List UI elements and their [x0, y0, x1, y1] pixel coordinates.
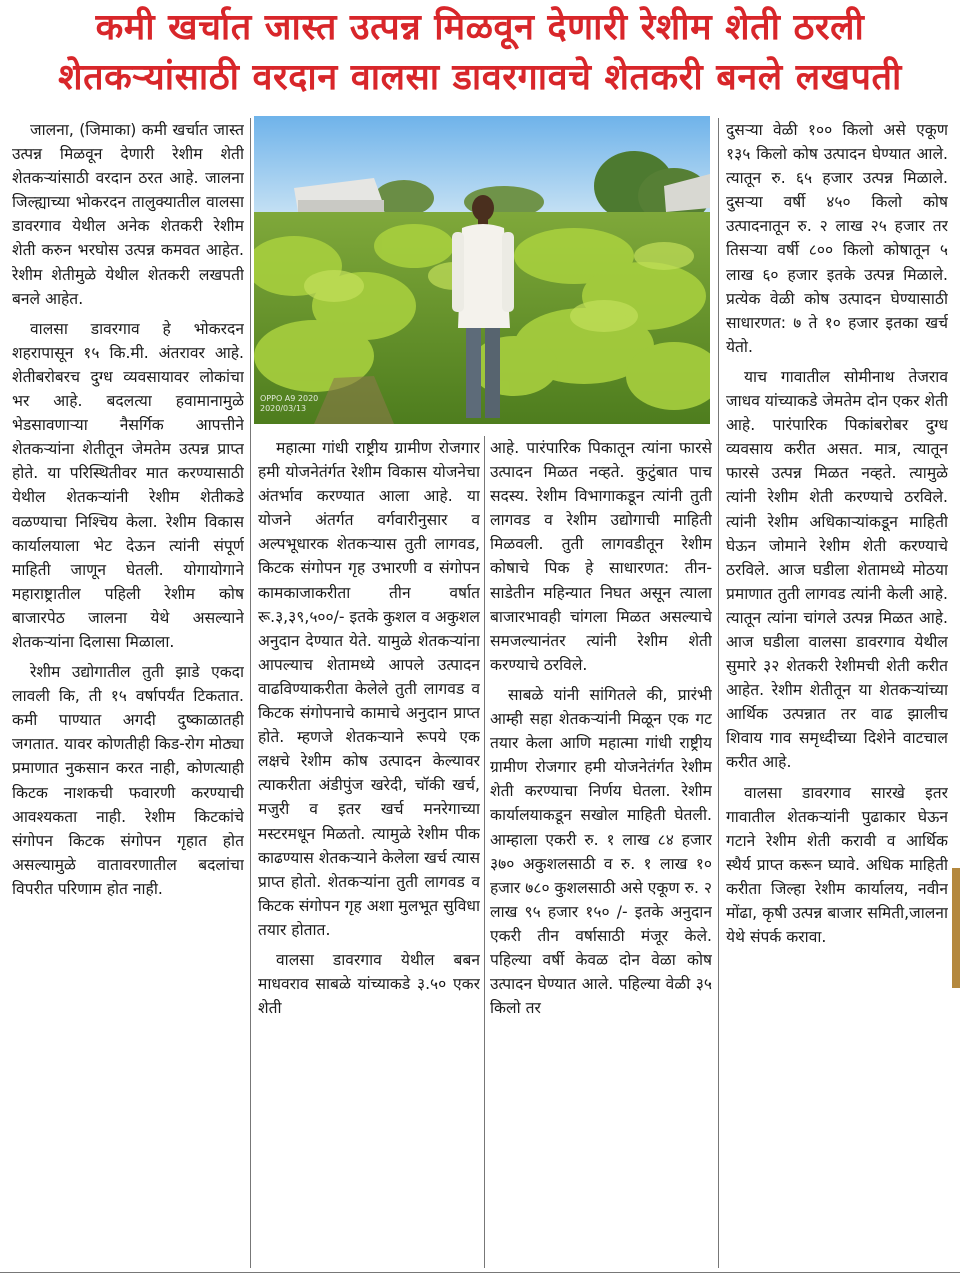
paragraph: दुसऱ्या वेळी १०० किलो असे एकूण १३५ किलो कोष उत्पादन घेण्यात आले. त्यातून रु. ६५ हजार उत्पन्न मिळाले. दुसऱ्या वर्षी ४५० किलो कोष उत्पादनातून रु. २ लाख २५ हजार तर तिसऱ्या वर्षी ८०० किलो कोषातून ५ लाख ६० हजार इतके उत्पन्न मिळाले. प्रत्येक वेळी कोष उत्पादन घेण्यासाठी साधारणत: ७ ते १० हजार इतका खर्च येतो.	[726, 121, 948, 356]
paragraph: साबळे यांनी सांगितले की, प्रारंभी आम्ही सहा शेतकऱ्यांनी मिळून एक गट तयार केला आणि महात्मा गांधी राष्ट्रीय ग्रामीण रोजगार हमी योजनेतंर्गत रेशीम शेती करण्याचा निर्णय घेतला. रेशीम कार्यालयाकडून सखोल माहिती घेतली. आम्हाला एकरी रु. १ लाख ८४ हजार ३७० अकुशलसाठी व रु. १ लाख १० हजार ७८० कुशलसाठी असे एकूण रु. २ लाख ९५ हजार १५० /- इतके अनुदान एकरी तीन वर्षासाठी मंजूर केले. पहिल्या वर्षी केवळ दोन वेळा कोष उत्पादन घेण्यात आले. पहिल्या वेळी ३५ किलो तर	[490, 685, 712, 1018]
farmer-mulberry-field-photo	[254, 116, 710, 424]
paragraph: आहे. पारंपारिक पिकातून त्यांना फारसे उत्पादन मिळत नव्हते. कुटुंबात पाच सदस्य. रेशीम विभागाकडून त्यांनी तुती लागवड व रेशीम उद्योगाची माहिती मिळवली. तुती लागवडीतून रेशीम कोषाचे पिक हे साधारणत: तीन-साडेतीन महिन्यात निघत असून त्याला बाजारभावही चांगला मिळत असल्याचे समजल्यानंतर त्यांनी रेशीम शेती करण्याचे ठरविले.	[490, 439, 712, 674]
bottom-rule	[0, 1272, 960, 1273]
article-headline	[0, 4, 960, 104]
article-column-2	[258, 436, 480, 1266]
camera-watermark	[260, 394, 318, 414]
column-rule-1	[250, 118, 251, 1268]
paragraph: रेशीम उद्योगातील तुती झाडे एकदा लावली कि, ती १५ वर्षापर्यंत टिकतात. कमी पाण्यात अगदी दुष्काळातही जगतात. यावर कोणतीही किड-रोग मोठ्या प्रमाणात नुकसान करत नाही, कोणत्याही किटक नाशकची फवारणी करण्याची आवश्यकता नाही. रेशीम किटकांचे संगोपन किटक संगोपन गृहात होत असल्यामुळे वातावरणातील बदलांचा विपरीत परिणाम होत नाही.	[12, 663, 244, 898]
article-column-1	[12, 118, 244, 1268]
paragraph: वालसा डावरगाव सारखे इतर गावातील शेतकऱ्यांनी पुढाकार घेऊन गटाने रेशीम शेती करावी व आर्थिक स्थैर्य प्राप्त करून घ्यावे. अधिक माहिती करीता जिल्हा रेशीम कार्यालय, नवीन मोंढा, कृषी उत्पन्न बाजार समिती,जालना येथे संपर्क करावा.	[726, 783, 948, 947]
article-column-4	[726, 118, 948, 1268]
photo-illustration	[254, 116, 710, 424]
adjacent-photo-edge	[952, 868, 960, 988]
camera-watermark-date: 2020/03/13	[260, 404, 307, 413]
article-column-3	[490, 436, 712, 1266]
column-rule-3	[718, 118, 719, 1268]
camera-watermark-model: OPPO A9 2020	[260, 394, 319, 403]
column-rule-2	[484, 436, 485, 1268]
paragraph: जालना, (जिमाका) कमी खर्चात जास्त उत्पन्न मिळवून देणारी रेशीम शेती शेतकऱ्यांसाठी वरदान ठरत आहे. जालना जिल्ह्याच्या भोकरदन तालुक्यातील वालसा डावरगाव येथील अनेक शेतकरी रेशीम शेती करुन भरघोस उत्पन्न कमवत आहेत. रेशीम शेतीमुळे येथील शेतकरी लखपती बनले आहेत.	[12, 121, 244, 308]
paragraph: महात्मा गांधी राष्ट्रीय ग्रामीण रोजगार हमी योजनेतंर्गत रेशीम विकास योजनेचा अंतर्भाव करण्यात आला आहे. या योजने अंतर्गत वर्गवारीनुसार व अल्पभूधारक शेतकऱ्यास तुती लागवड, किटक संगोपन गृह उभारणी व संगोपन कामकाजाकरीता तीन वर्षात रू.३,३९,५००/- इतके कुशल व अकुशल अनुदान देण्यात येते. यामुळे शेतकऱ्यांना आपल्याच शेतामध्ये आपले उत्पादन वाढविण्याकरीता केलेले तुती लागवड व किटक संगोपनाचे कामाचे अनुदान प्राप्त होते. म्हणजे शेतकऱ्याने रूपये एक लक्षचे रेशीम कोष उत्पादन केल्यावर त्याकरीता अंडीपुंज खरेदी, चॉकी खर्च, मजुरी व इतर खर्च मनरेगाच्या मस्टरमधून मिळतो. त्यामुळे रेशीम पीक काढण्यास शेतकऱ्याने केलेला खर्च त्यास प्राप्त होतो. शेतकऱ्यांना तुती लागवड व किटक संगोपन गृह अशा मुलभूत सुविधा तयार होतात.	[258, 439, 480, 939]
paragraph: याच गावातील सोमीनाथ तेजराव जाधव यांच्याकडे जेमतेम दोन एकर शेती आहे. पारंपारिक पिकांबरोबर दुग्ध व्यवसाय करीत असत. मात्र, त्यातून फारसे उत्पन्न मिळत नव्हते. त्यामुळे त्यांनी रेशीम शेती करण्याचे ठरविले. त्यांनी रेशीम अधिकाऱ्यांकडून माहिती घेऊन जोमाने रेशीम शेती करण्याचे ठरविले. आज घडीला शेतामध्ये मोठया प्रमाणात तुती लागवड त्यांनी केली आहे. त्यातून त्यांना चांगले उत्पन्न मिळत आहे. आज घडीला वालसा डावरगाव येथील सुमारे ३२ शेतकरी रेशीमची शेती करीत आहेत. रेशीम शेतीतून या शेतकऱ्यांच्या आर्थिक उत्पन्नात तर वाढ झालीच शिवाय गाव समृध्दीच्या दिशेने वाटचाल करीत आहे.	[726, 367, 948, 772]
paragraph: वालसा डावरगाव हे भोकरदन शहरापासून १५ कि.मी. अंतरावर आहे. शेतीबरोबरच दुग्ध व्यवसायावर लोकांचा भर आहे. बदलत्या हवामानामुळे भेडसावणाऱ्या नैसर्गिक आपत्तीने शेतकऱ्यांना शेतीतून जेमतेम उत्पन्न प्राप्त होते. या परिस्थितीवर मात करण्यासाठी येथील शेतकऱ्यांनी रेशीम शेतीकडे वळण्याचा निश्चिय केला. रेशीम विकास कार्यालयाला भेट देऊन त्यांनी संपूर्ण माहिती जाणून घेतली. योगायोगाने महाराष्ट्रातील पहिली रेशीम कोष बाजारपेठ जालना येथे असल्याने शेतकऱ्यांना दिलासा मिळाला.	[12, 319, 244, 651]
headline-line-1: कमी खर्चात जास्त उत्पन्न मिळवून देणारी रेशीम शेती ठरली	[95, 7, 865, 48]
headline-line-2: शेतकऱ्यांसाठी वरदान वालसा डावरगावचे शेतकरी बनले लखपती	[58, 57, 902, 98]
paragraph: वालसा डावरगाव येथील बबन माधवराव साबळे यांच्याकडे ३.५० एकर शेती	[258, 950, 480, 1018]
